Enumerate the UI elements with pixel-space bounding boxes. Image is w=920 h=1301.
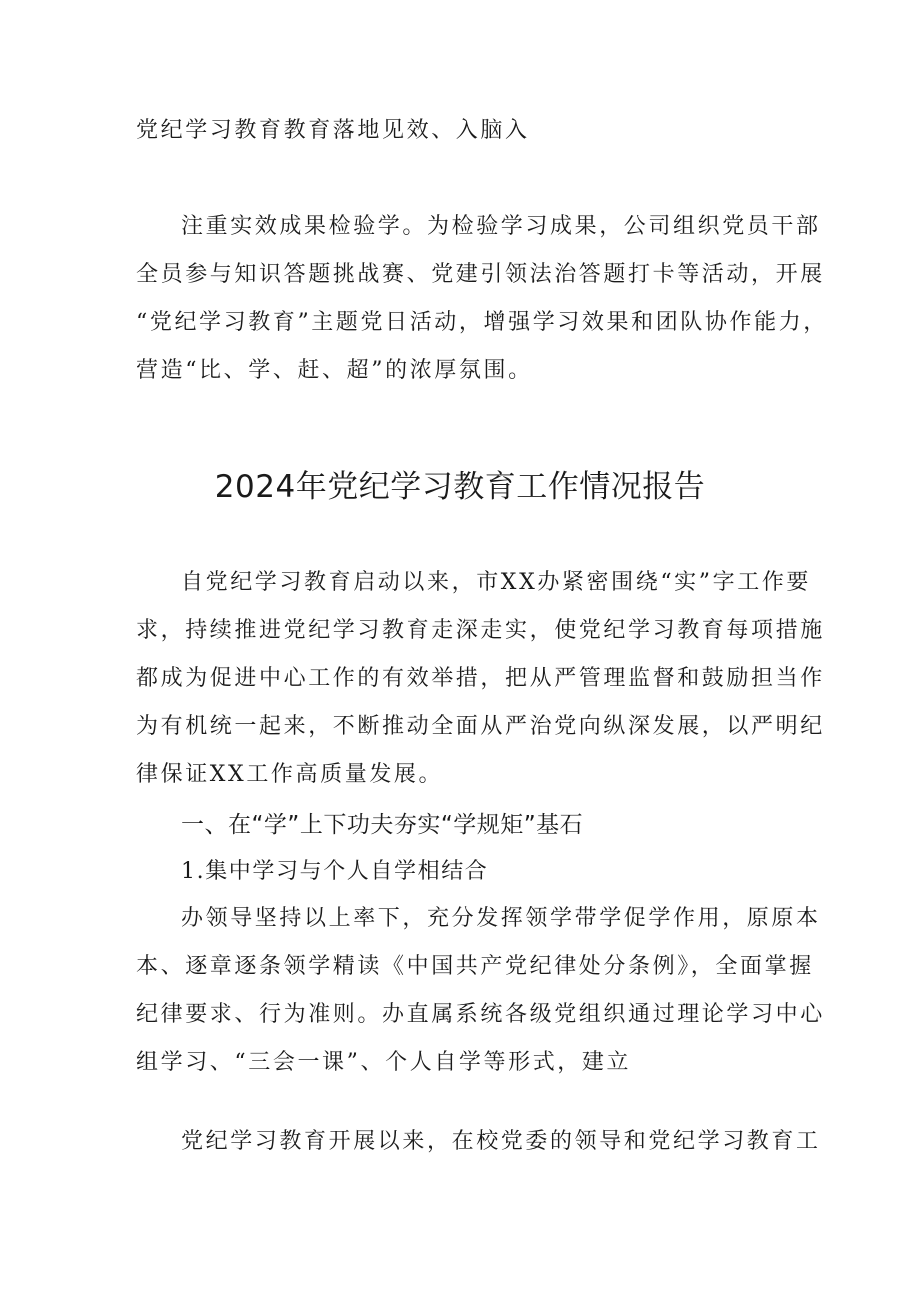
paragraph-line: 为有机统一起来，不断推动全面从严治党向纵深发展，以严明纪 [136, 714, 825, 739]
report-title: 2024年党纪学习教育工作情况报告 [214, 469, 706, 505]
paragraph-line: 本、逐章逐条领学精读《中国共产党纪律处分条例》，全面掌握 [136, 954, 814, 979]
paragraph-line: 营造“比、学、赶、超”的浓厚氛围。 [136, 358, 533, 383]
paragraph-line: “党纪学习教育”主题党日活动，增强学习效果和团队协作能力， [136, 310, 828, 335]
section-heading: 一、在“学”上下功夫夯实“学规矩”基石 [181, 812, 584, 838]
paragraph-line: 注重实效成果检验学。为检验学习成果，公司组织党员干部 [181, 214, 821, 239]
paragraph-line: 求，持续推进党纪学习教育走深走实，使党纪学习教育每项措施 [136, 618, 825, 643]
paragraph-line: 律保证XX工作高质量发展。 [136, 762, 444, 787]
paragraph-line: 纪律要求、行为准则。办直属系统各级党组织通过理论学习中心 [136, 1002, 825, 1027]
paragraph-line: 全员参与知识答题挑战赛、党建引领法治答题打卡等活动，开展 [136, 262, 825, 287]
paragraph-line: 办领导坚持以上率下，充分发挥领学带学促学作用，原原本 [181, 906, 821, 931]
sub-heading: 1.集中学习与个人自学相结合 [181, 859, 489, 884]
paragraph-line: 党纪学习教育开展以来，在校党委的领导和党纪学习教育工 [181, 1129, 821, 1154]
paragraph-line: 都成为促进中心工作的有效举措，把从严管理监督和鼓励担当作 [136, 666, 825, 691]
paragraph-line: 组学习、“三会一课”、个人自学等形式，建立 [136, 1050, 632, 1075]
paragraph-line: 自党纪学习教育启动以来，市XX办紧密围绕“实”字工作要 [181, 570, 812, 595]
intro-line: 党纪学习教育教育落地见效、入脑入 [136, 118, 530, 143]
